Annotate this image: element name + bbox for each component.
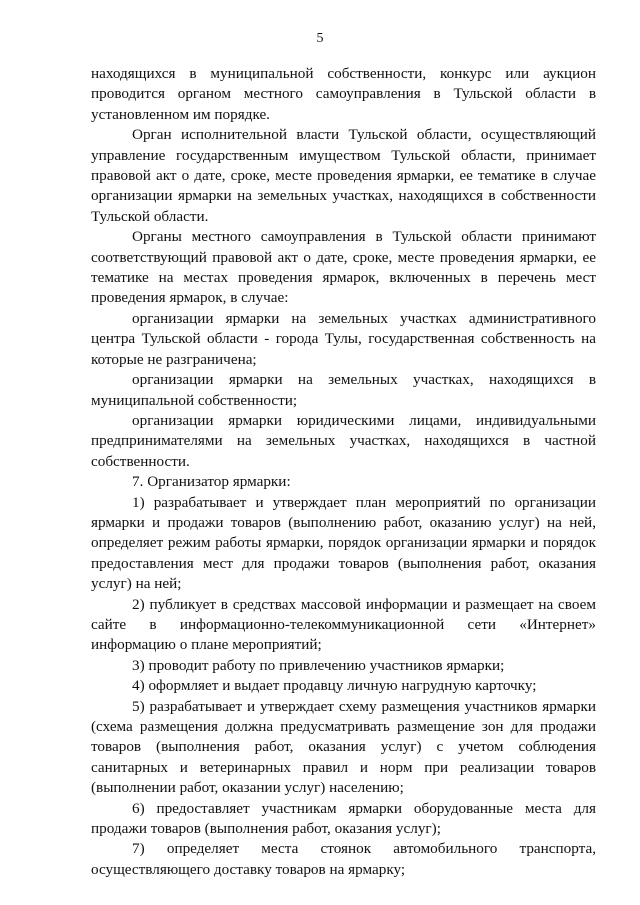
list-item-4: 4) оформляет и выдает продавцу личную нагрудную карточку; <box>132 677 537 695</box>
paragraph-case-tula-city: организации ярмарки на земельных участках административного центра Тульской области - города Тулы, государственная собственность на которые не разграничена; <box>91 309 596 368</box>
page-number: 5 <box>316 31 324 46</box>
list-item-2: 2) публикует в средствах массовой информации и размещает на своем сайте в информационно-телекоммуникационной сети «Интернет» информацию о плане мероприятий; <box>91 595 596 654</box>
list-item-7: 7) определяет места стоянок автомобильного транспорта, осуществляющего доставку товаров на ярмарку; <box>91 840 596 878</box>
list-item-5: 5) разрабатывает и утверждает схему размещения участников ярмарки (схема размещения должна предусматривать размещение зон для продажи товаров (выполнения работ, оказания услуг) с учетом соблюдения санитарных и ветеринарных правил и норм при реализации товаров (выполнении работ, оказании услуг) населению; <box>91 697 596 797</box>
list-item-3: 3) проводит работу по привлечению участников ярмарки; <box>132 656 505 674</box>
list-item-6: 6) предоставляет участникам ярмарки оборудованные места для продажи товаров (выполнения работ, оказания услуг); <box>91 799 596 838</box>
paragraph-continuation: находящихся в муниципальной собственности, конкурс или аукцион проводится органом местного самоуправления в Тульской области в установленном им порядке. <box>91 65 596 123</box>
paragraph-case-private: организации ярмарки юридическими лицами, индивидуальными предпринимателями на земельных участках, находящихся в частной собственности. <box>91 411 596 470</box>
section-heading-organizer: 7. Организатор ярмарки: <box>132 473 291 491</box>
paragraph-case-municipal: организации ярмарки на земельных участках, находящихся в муниципальной собственности; <box>91 371 596 409</box>
document-body <box>91 64 596 880</box>
paragraph-state-property-authority: Орган исполнительной власти Тульской области, осуществляющий управление государственным имуществом Тульской области, принимает правовой акт о дате, сроке, месте проведения ярмарки, ее тематике в случае организации ярмарки на земельных участках, находящихся в собственности Тульской области. <box>91 126 596 225</box>
list-item-1: 1) разрабатывает и утверждает план мероприятий по организации ярмарки и продажи товаров (выполнению работ, оказанию услуг) на ней, определяет режим работы ярмарки, порядок организации ярмарки и порядок предоставления мест для продажи товаров (выполнения работ, оказания услуг) на ней; <box>91 493 596 593</box>
paragraph-local-government: Органы местного самоуправления в Тульской области принимают соответствующий правовой акт о дате, сроке, месте проведения ярмарки, ее тематике на местах проведения ярмарок, включенных в перечень мест проведения ярмарок, в случае: <box>91 228 596 307</box>
